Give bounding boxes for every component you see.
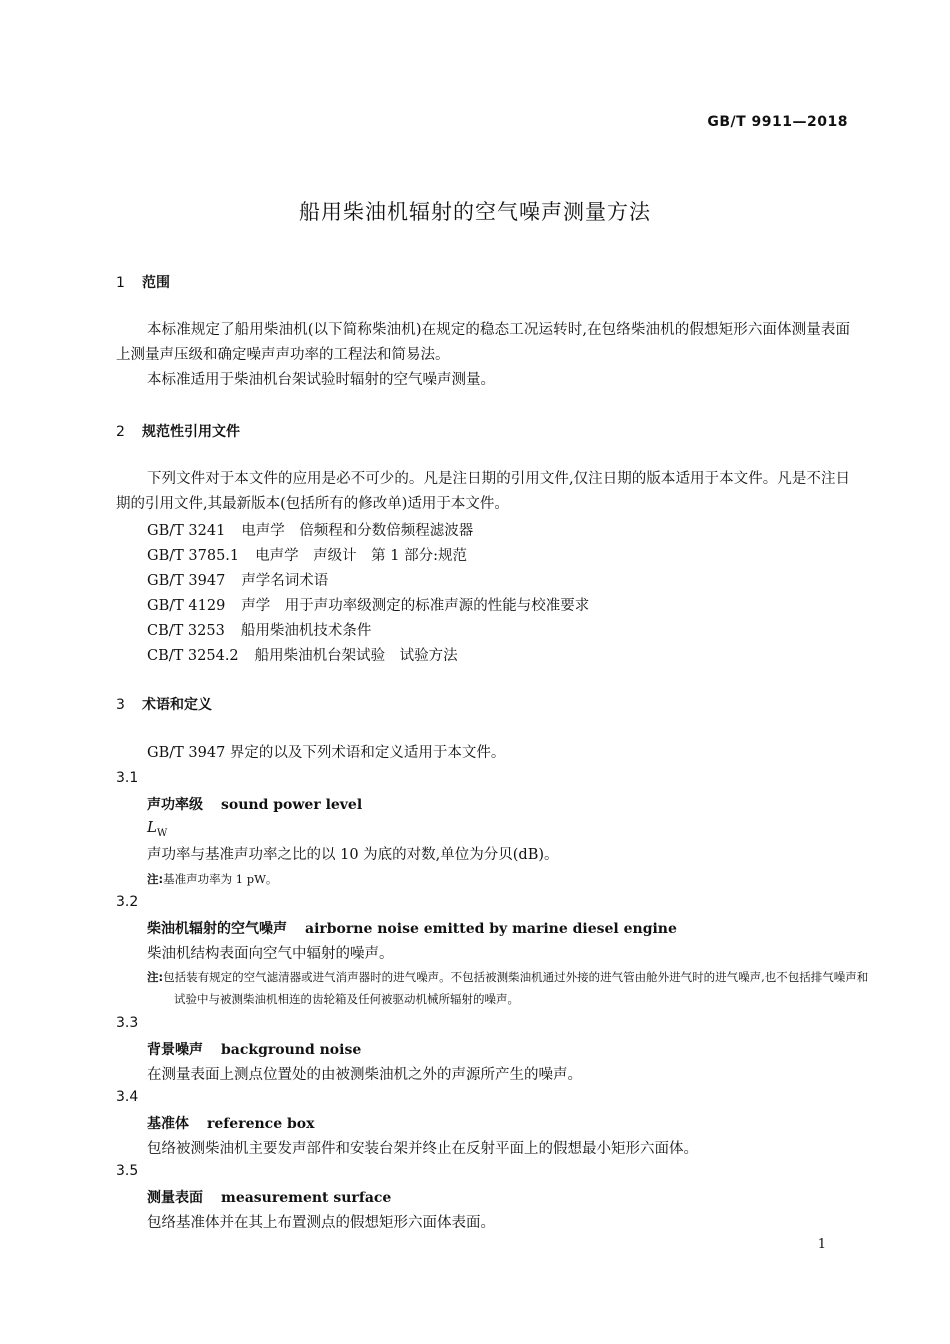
term-en: measurement surface: [221, 1190, 392, 1206]
reference-name: 船用柴油机技术条件: [240, 623, 372, 639]
paragraph: GB/T 3947 界定的以及下列术语和定义适用于本文件。: [147, 745, 506, 761]
section-number: 3: [116, 697, 125, 713]
reference-code: GB/T 3785.1: [147, 548, 240, 564]
note-label: 注:: [147, 970, 164, 984]
section-title: 范围: [142, 275, 170, 291]
reference-item: [147, 644, 458, 665]
reference-item: [147, 519, 473, 540]
term-number: 3.1: [116, 770, 139, 786]
paragraph: 本标准适用于柴油机台架试验时辐射的空气噪声测量。: [147, 372, 495, 388]
reference-code: GB/T 3947: [147, 573, 226, 589]
term-heading: [147, 1039, 361, 1059]
term-definition: 声功率与基准声功率之比的以 10 为底的对数,单位为分贝(dB)。: [147, 847, 559, 863]
reference-name: 电声学 声级计 第 1 部分:规范: [255, 548, 467, 564]
term-heading: [147, 794, 362, 814]
reference-item: [147, 569, 328, 590]
section-number: 1: [116, 275, 125, 291]
term-number: 3.4: [116, 1089, 139, 1105]
section-title: 规范性引用文件: [142, 424, 240, 440]
section-3-heading: [116, 694, 212, 714]
term-note: [147, 966, 879, 1010]
paragraph: 下列文件对于本文件的应用是必不可少的。凡是注日期的引用文件,仅注日期的版本适用于本文件。凡是不注日期的引用文件,其最新版本(包括所有的修改单)适用于本文件。: [116, 471, 850, 512]
standard-code: GB/T 9911—2018: [707, 114, 848, 130]
reference-item: [147, 594, 589, 615]
section-1-heading: [116, 272, 170, 292]
reference-code: CB/T 3254.2: [147, 648, 239, 664]
term-number: 3.2: [116, 894, 139, 910]
note-text: 基准声功率为 1 pW。: [163, 872, 278, 886]
term-symbol: [147, 818, 167, 839]
term-heading: [147, 918, 677, 938]
term-number: 3.3: [116, 1015, 139, 1031]
reference-name: 声学 用于声功率级测定的标准声源的性能与校准要求: [241, 598, 590, 614]
term-definition: 柴油机结构表面向空气中辐射的噪声。: [147, 946, 394, 962]
reference-name: 电声学 倍频程和分数倍频程滤波器: [241, 523, 474, 539]
term-zh: 声功率级: [147, 797, 203, 813]
reference-item: [147, 544, 467, 565]
section-number: 2: [116, 424, 125, 440]
document-title: 船用柴油机辐射的空气噪声测量方法: [299, 200, 651, 224]
term-definition: 包络基准体并在其上布置测点的假想矩形六面体表面。: [147, 1215, 495, 1231]
term-zh: 测量表面: [147, 1190, 203, 1206]
term-en: reference box: [207, 1116, 315, 1132]
term-en: background noise: [221, 1042, 362, 1058]
term-heading: [147, 1113, 314, 1133]
reference-item: [147, 619, 371, 640]
note-text: 包括装有规定的空气滤清器或进气消声器时的进气噪声。不包括被测柴油机通过外接的进气管由舱外进气时的进气噪声,也不包括排气噪声和试验中与被测柴油机相连的齿轮箱及任何被驱动机械所辐射的噪声。: [163, 970, 869, 1006]
term-en: airborne noise emitted by marine diesel engine: [305, 921, 677, 937]
reference-code: GB/T 3241: [147, 523, 226, 539]
reference-name: 船用柴油机台架试验 试验方法: [254, 648, 458, 664]
term-zh: 基准体: [147, 1116, 189, 1132]
symbol-letter: L: [147, 818, 157, 836]
page-number: 1: [817, 1237, 826, 1252]
term-number: 3.5: [116, 1163, 139, 1179]
paragraph: 本标准规定了船用柴油机(以下简称柴油机)在规定的稳态工况运转时,在包络柴油机的假想矩形六面体测量表面上测量声压级和确定噪声声功率的工程法和简易法。: [116, 322, 850, 363]
reference-code: CB/T 3253: [147, 623, 225, 639]
term-en: sound power level: [221, 797, 363, 813]
section-2-heading: [116, 421, 240, 441]
symbol-subscript: W: [156, 828, 168, 839]
term-zh: 柴油机辐射的空气噪声: [147, 921, 287, 937]
note-label: 注:: [147, 872, 164, 886]
term-definition: 包络被测柴油机主要发声部件和安装台架并终止在反射平面上的假想最小矩形六面体。: [147, 1141, 698, 1157]
term-zh: 背景噪声: [147, 1042, 203, 1058]
term-heading: [147, 1187, 391, 1207]
reference-code: GB/T 4129: [147, 598, 226, 614]
term-definition: 在测量表面上测点位置处的由被测柴油机之外的声源所产生的噪声。: [147, 1067, 582, 1083]
term-note: [147, 868, 852, 890]
section-title: 术语和定义: [142, 697, 212, 713]
reference-name: 声学名词术语: [241, 573, 329, 589]
